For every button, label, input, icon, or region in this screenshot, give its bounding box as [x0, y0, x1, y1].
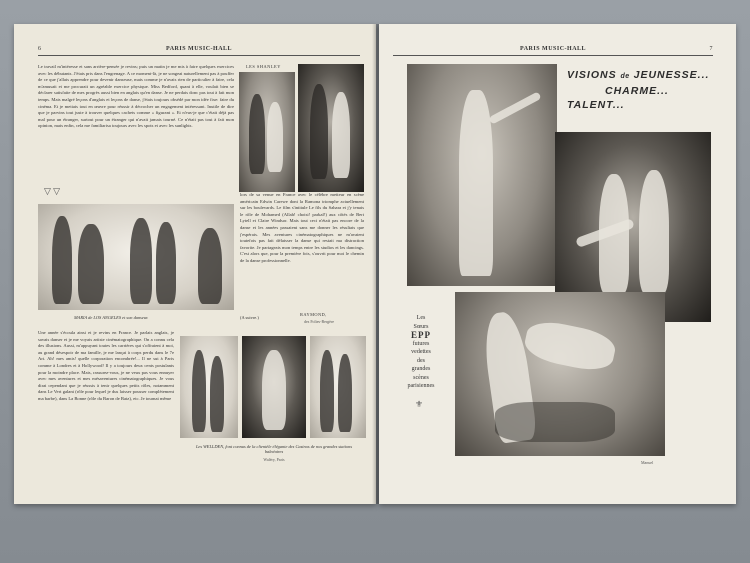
- left-page-number: 6: [38, 46, 42, 52]
- photo-wellden-3: [310, 336, 366, 438]
- right-page: [379, 24, 736, 504]
- magazine-spread: [14, 24, 736, 504]
- epp-line-les: Les: [416, 315, 426, 321]
- article-text-middle: lors de sa venue en France avec le célèbre metteur en scène américain Edwin Carewe dont la Ramona triomphe actuellement sur les boulevards. Le film s'intitule Le fils du Sahara et j'y tenais le rôle de Mohamed (Allah! choisi! parkal!) aux côtés de Bert Lytell et Claire Windsor. Mais tout ceci n'était pas encore de la danse et les années passaient sans me donner les résultats que j'espérais. Mes aventures cinématographiques ne m'avaient toutefois pas fait délaisser la danse qui restait ma distraction favorite. Je partageais mon temps entre les studios et les dancings. C'est alors que, pour la première fois, s'ouvrit pour moi le chemin de la danse professionnelle.: [240, 192, 364, 263]
- right-page-number: 7: [709, 46, 713, 52]
- caption-shanley: LES SHANLEY: [246, 64, 281, 69]
- epp-line-des: des: [417, 357, 425, 364]
- heading-visions-word: VISIONS: [567, 69, 617, 81]
- caption-wellden: Les WELLDEN, font connus de la clientèle élégante des Casinos de nos grandes stations balnéaires: [195, 444, 353, 455]
- left-running-head: [38, 46, 360, 56]
- epp-line-futures: futures: [412, 340, 430, 347]
- epp-line-grandes: grandes: [411, 366, 431, 372]
- epp-sisters-caption: [395, 314, 447, 391]
- heading-visions: [567, 68, 727, 112]
- epp-line-scenes: scènes: [413, 374, 429, 381]
- article-text-bottom: Une année s'écoula ainsi et je revins en France. Je parlais anglais, je savais danser et je me voyais artiste cinématographique. On a connu cela des illusions. Aussi, m'appuyant toutes les carrières qui s'offraient à moi, au grand désespoir de ma famille, je me lançai à corps perdu dans le 7e Art. Ah! mes amis! quelle corporation encombrée!... Il ne sut à Paris comme à Londres et à Hollywood! Il y a toujours deux cents postulants pour la moindre place. Mais, rassurez-vous, je ne veux pas vous ennuyer avec mes aventures et mes mésaventures cinématographiques. Je vous dirai cependant que je réussis à tenir quelques petits rôles, notamment dans Le Vert galant (rôle pour lequel je dus laisser pousser complètement ma barbe), dans La Bonne (rôle du Baron de Batz), etc. Je tournai même: [38, 330, 174, 401]
- signature-raymond: RAYMOND,: [300, 312, 327, 317]
- heading-de-word: de: [620, 73, 630, 80]
- article-text-top: Le travail m'intéresse et sans arrière-pensée je revins; puis un matin je me mis à faire quelques exercices avec les débutants. J'étais pris dans l'engrenage. A ce moment-là, je ne songeai naturellement pas à pouffer de ce que j'allais apprendre pour devenir danseuse, mais comme je n'avais rien de particulier à faire, cela m'amusait et me procurait un agréable exercice physique. Miss Bedford, quant à elle, voulait bien se déclarer satisfaite de mes progrès aussi bien en anglais qu'en danse. Je ne perdais donc pas tout à fait mon temps. Mais malgré leçons d'anglais et leçons de danse, j'étais toujours obsédé par mon idée fixe: faire du cinéma. Et je mettais tout en œuvre pour réussir à décrocher un engagement intéressant. Inutile de dire que je parvins tout juste à trouver quelques cachets comme « figurant ». Et n'eus-je que c'était déjà pas mal pour un étranger, surtout pour un étranger qui n'avait jamais tourné. Ce n'était pas tout à fait mon opinion, mais enfin, cela me familiarisa toujours avec les spots et avec les sunlights.: [38, 64, 234, 129]
- a-suivre: (A suivre.): [240, 315, 259, 320]
- text-ornament: ▽ ▽: [44, 186, 61, 196]
- photo-dancer-solo: [407, 64, 557, 286]
- left-running-title: PARIS MUSIC-HALL: [165, 46, 233, 52]
- left-page: [14, 24, 376, 504]
- signature-sub: des Folies-Bergère: [304, 319, 335, 324]
- photo-shanley-2: [298, 64, 364, 192]
- photo-maria-de-los-angeles: [38, 204, 234, 310]
- epp-name: EPP: [411, 330, 431, 340]
- epp-line-parisiennes: parisiennes: [407, 383, 435, 389]
- photo-shanley-1: [239, 72, 295, 192]
- fleur-de-lis-ornament: ⚜: [415, 399, 424, 409]
- photo-wellden-1: [180, 336, 238, 438]
- caption-maria: MARIA de LOS ANGELES et son danseur.: [74, 315, 149, 320]
- heading-talent: TALENT...: [567, 99, 625, 111]
- caption-wellden-credit: Waléry, Paris: [263, 457, 285, 462]
- epp-line-soeurs: Sœurs: [413, 323, 429, 330]
- heading-charme: CHARME...: [605, 85, 669, 97]
- right-running-head: [393, 46, 713, 56]
- photo-wellden-2: [242, 336, 306, 438]
- photo-epp-sisters: [455, 292, 665, 456]
- right-running-title: PARIS MUSIC-HALL: [519, 46, 587, 52]
- heading-jeunesse-word: JEUNESSE...: [633, 69, 710, 81]
- photo-credit: Manuel: [641, 460, 654, 465]
- epp-line-vedettes: vedettes: [411, 349, 431, 355]
